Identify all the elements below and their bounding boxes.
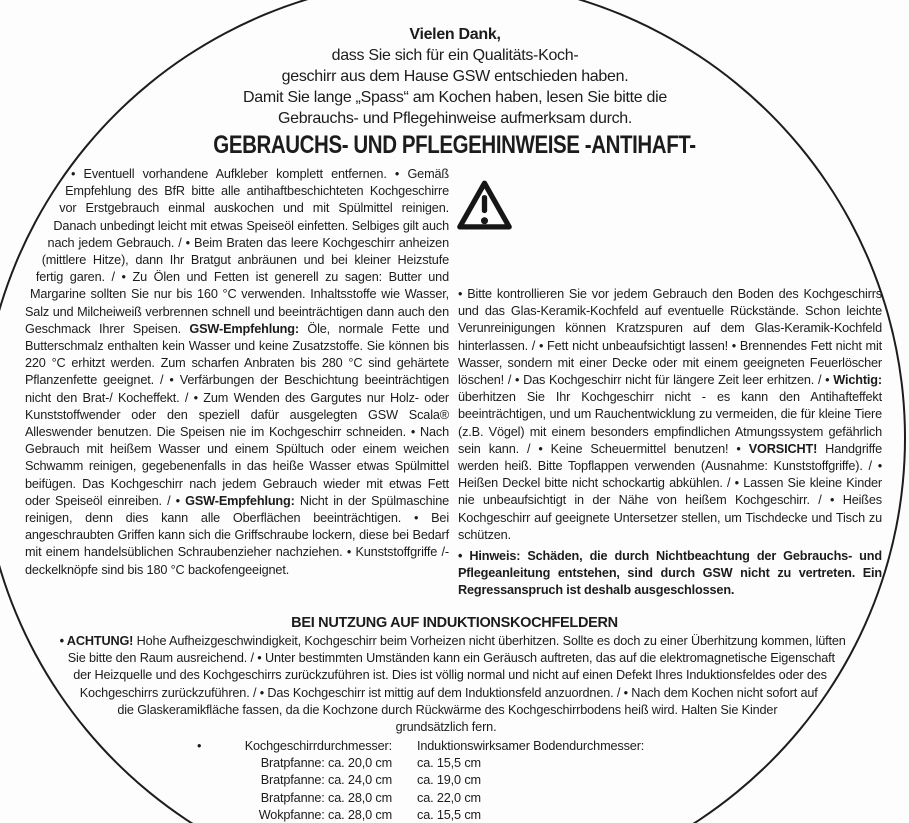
intro-line: Gebrauchs- und Pflegehinweise aufmerksam durch. — [277, 110, 633, 127]
pan-size: Wokpfanne: ca. 28,0 cm — [258, 807, 392, 822]
pan-size: Bratpfanne: ca. 24,0 cm — [260, 773, 392, 788]
table-header-row — [195, 738, 675, 755]
induction-size: ca. 22,0 cm — [417, 790, 481, 805]
safety-text: • Bitte kontrollieren Sie vor jedem Gebrauch den Boden des Kochgeschirrs und das Glas-Keramik-Kochfeld auf eventuelle Rückstände. Schon leichte Verunreinigungen können Kratzspuren auf dem Glas-Keramik-Kochfeld hinterlassen. / • Fett nicht unbeaufsichtigt lassen! • Brennendes Fett nicht mit Wasser, sondern mit einer Decke oder mit einem geeigneten Feuerlöscher löschen! / • Das Kochgeschirr nicht für längere Zeit leer erhitzen. / • — [458, 287, 882, 388]
intro-line: dass Sie sich für ein Qualitäts-Koch- — [331, 47, 579, 64]
table-bullet: • — [197, 739, 202, 753]
col-header-induction-diameter: Induktionswirksamer Bodendurchmesser: — [417, 739, 645, 753]
gsw-recommendation-label: GSW-Empfehlung: — [185, 493, 295, 508]
table-row — [195, 755, 675, 772]
caution-label: VORSICHT! — [748, 441, 818, 456]
gsw-recommendation-label: GSW-Empfehlung: — [189, 321, 299, 336]
warning-triangle-icon — [456, 176, 513, 236]
induction-section-title: BEI NUTZUNG AUF INDUKTIONSKOCHFELDERN — [291, 615, 618, 631]
safety-text: Handgriffe werden heiß. Bitte Topflappen verwenden (Ausnahme: Kunststoffgriffe). / • Heißen Deckel bitte nicht schockartig abkühlen. / • Lassen Sie kleine Kinder nie unbeaufsichtigt in der Nähe von heißem Kochgeschirr. / • Heißes Kochgeschirr auf geeignete Untersetzer stellen, um Tischdecke und Tisch zu schützen. — [458, 441, 882, 542]
diameter-table — [195, 738, 675, 823]
liability-note: • Hinweis: Schäden, die durch Nichtbeachtung der Gebrauchs- und Pflegeanleitung entstehen, sind durch GSW nicht zu vertreten. Ein Regressanspruch ist deshalb ausgeschlossen. — [458, 549, 882, 598]
safety-text: überhitzen Sie Ihr Kochgeschirr nicht - es kann den Antihafteffekt beeinträchtigen, und um Rauchentwicklung zu vermeiden, die für kleine Tiere (z.B. Vögel) mit einem besonders empfindlichen Atmungssystem gefährlich sein kann. / • Keine Scheuermittel benutzen! • — [458, 390, 882, 456]
intro-line: geschirr aus dem Hause GSW entschieden haben. — [281, 68, 629, 85]
col-header-cookware-diameter: Kochgeschirrdurchmesser: — [244, 739, 392, 753]
pan-size: Bratpfanne: ca. 20,0 cm — [260, 756, 392, 771]
attention-label: • ACHTUNG! — [59, 634, 134, 648]
instructions-text: Nicht in der Spülmaschine reinigen, denn dies kann alle Oberflächen beeinträchtigen. • Bei angeschraubten Griffen kann sich die Griffschraube lockern, diese bei Bedarf mit einem handelsüblichen Schraubenzieher nachziehen. • Kunststoffgriffe /-deckelknöpfe sind bis 180 °C backofengeeignet. — [25, 493, 449, 577]
intro-text — [55, 24, 855, 129]
table-row — [195, 772, 675, 789]
induction-size: ca. 15,5 cm — [417, 807, 481, 822]
instructions-text: • Eventuell vorhandene Aufkleber komplett entfernen. • Gemäß Empfehlung des BfR bitte alle antihaftbeschichteten Kochgeschirre vor Erstgebrauch einmal auskochen und mit Spülmittel reinigen. Danach unbedingt leicht mit etwas Speiseöl einfetten. Selbiges gilt auch nach jedem Gebrauch. / • Beim Braten das leere Kochgeschirr anheizen (mittlere Hitze), dann Ihr Bratgut anbräunen und bei kleiner Heizstufe fertig garen. / • Zu Ölen und Fetten ist generell zu sagen: Butter und Margarine sollten Sie nur bis 160 °C verwenden. Inhaltsstoffe wie Wasser, Salz und Milcheiweiß verbrennen schnell und beeinträchtigen dann auch den Geschmack Ihrer Speisen. — [25, 167, 449, 336]
table-row — [195, 790, 675, 807]
important-label: Wichtig: — [833, 373, 882, 388]
induction-instructions — [48, 633, 860, 737]
table-row — [195, 807, 675, 823]
pan-size: Bratpfanne: ca. 28,0 cm — [260, 790, 392, 805]
intro-line: Vielen Dank, — [409, 26, 501, 43]
induction-text: Hohe Aufheizgeschwindigkeit, Kochgeschirr beim Vorheizen nicht überhitzen. Sollte es doch zu einer Überhitzung kommen, lüften Sie bitte den Raum ausreichend. / • Unter bestimmten Umständen kann ein Geräusch auftreten, das auf die elektromagnetische Eigenschaft der Heizquelle und des Kochgeschirrs zurückzuführen ist. Dies ist völlig normal und nicht auf einen Defekt Ihres Induktionsfeldes oder des Kochgeschirrs zurückzuführen. / • Das Kochgeschirr ist mittig auf dem Induktionsfeld anzuordnen. / • Nach dem Kochen nicht sofort auf die Glaskeramikfläche fassen, da die Kochzone durch Rückwärme des Kochgeschirrbodens heiß wird. Halten Sie Kinder grundsätzlich fern. — [67, 634, 846, 735]
safety-instructions — [458, 286, 882, 616]
general-instructions — [25, 166, 449, 618]
instructions-text: Öle, normale Fette und Butterschmalz enthalten kein Wasser und keine Zusatzstoffe. Sie können bis 220 °C erhitzt werden. Zum scharfen Anbraten bis 280 °C sind gehärtete Pflanzenfette geeignet. / • Verfärbungen der Beschichtung beeinträchtigen nicht den Brat-/ Kocheffekt. / • Zum Wenden des Gargutes nur Holz- oder Kunststoffwender oder den speziell dafür ausgelegten GSW Scala® Alleswender benutzen. Die Speisen nie im Kochgeschirr schneiden. • Nach Gebrauch mit heißem Wasser und einem Spültuch oder einem weichen Schwamm reinigen, gegebenenfalls in das heiße Wasser etwas Spülmittel beifügen. Das Kochgeschirr nach jedem Gebrauch wieder mit etwas Fett oder Speiseöl einreiben. / • — [25, 321, 449, 508]
induction-size: ca. 15,5 cm — [417, 756, 481, 771]
intro-line: Damit Sie lange „Spass“ am Kochen haben, lesen Sie bitte die — [242, 89, 668, 106]
page-title: GEBRAUCHS- UND PFLEGEHINWEISE -ANTIHAFT- — [213, 131, 696, 159]
induction-size: ca. 19,0 cm — [417, 773, 481, 788]
